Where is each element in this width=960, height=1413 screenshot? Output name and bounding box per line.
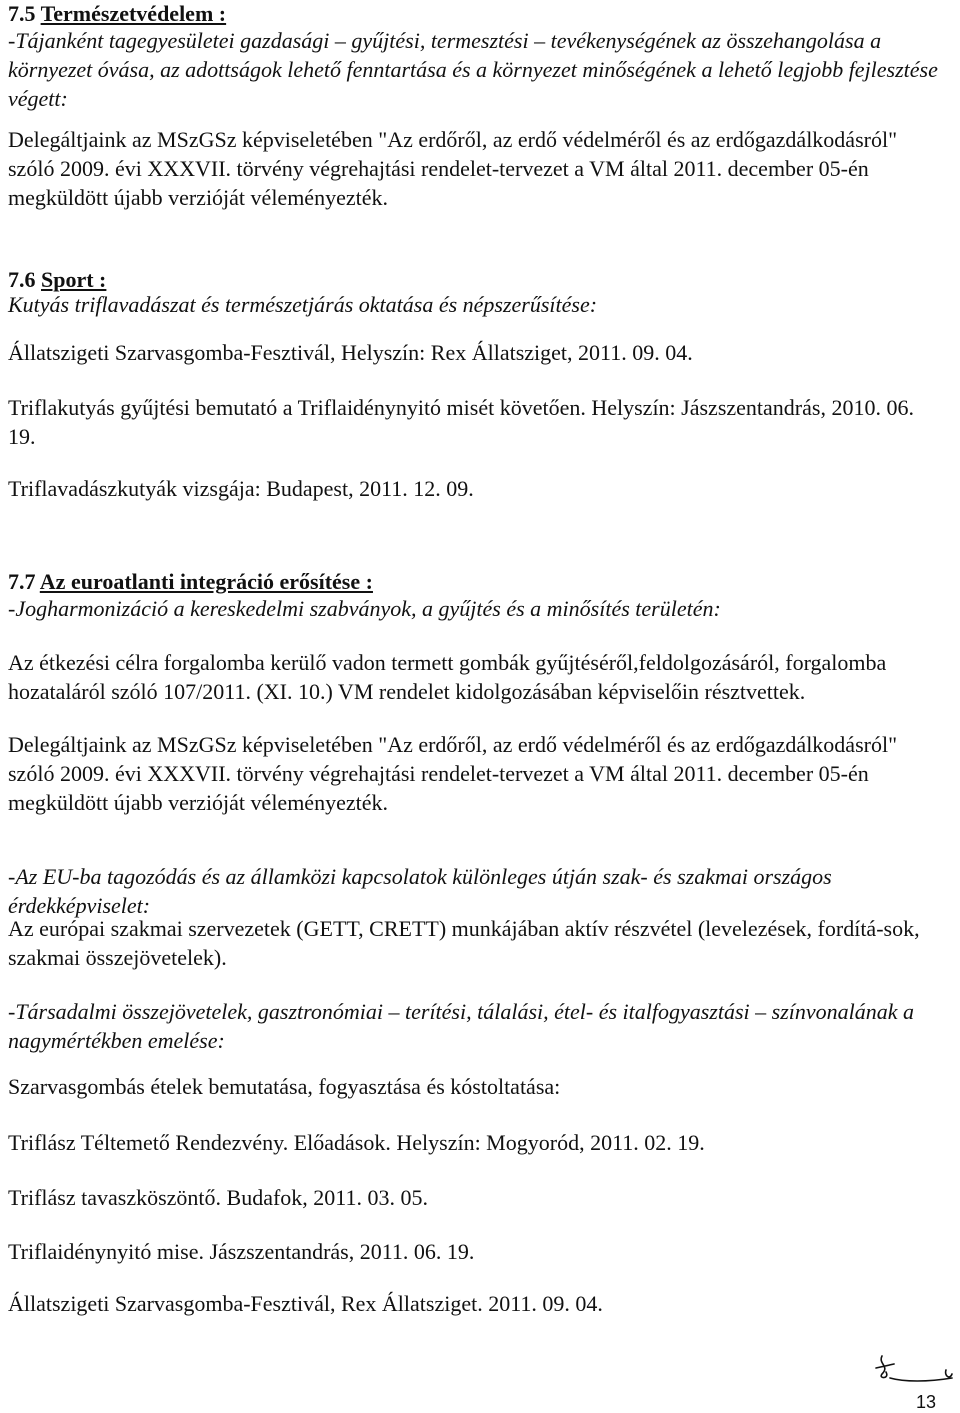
section-7-6-intro: Kutyás triflavadászat és természetjárás oktatása és népszerűsítése: — [8, 292, 598, 317]
section-7-6-number: 7.6 — [8, 267, 36, 292]
section-7-5-paragraph: Delegáltjaink az MSzGSz képviseletében "Az erdőről, az erdő védelméről és az erdőgazdálkodásról" szóló 2009. évi XXXVII. törvény végrehajtási rendelet-tervezet a VM által 2011. december 05-én megküldött újabb verzióját véleményezték. — [8, 127, 898, 210]
eu-intro: -Az EU-ba tagozódás és az államközi kapcsolatok különleges útján szak- és szakmai országos érdekképviselet: — [8, 864, 832, 918]
eu-paragraph: Az európai szakmai szervezetek (GETT, CRETT) munkájában aktív részvétel (levelezések, fordítá-sok, szakmai összejövetelek). — [8, 916, 920, 970]
handwritten-signature — [868, 1352, 954, 1386]
section-7-6-title: Sport : — [41, 267, 107, 292]
list-item: Állatszigeti Szarvasgomba-Fesztivál, Helyszín: Rex Állatsziget, 2011. 09. 04. — [8, 340, 693, 365]
section-7-7-title: Az euroatlanti integráció erősítése : — [39, 569, 373, 594]
social-intro: -Társadalmi összejövetelek, gasztronómiai – terítési, tálalási, étel- és italfogyasztási – színvonalának a nagymértékben emelése: — [8, 999, 915, 1053]
section-7-5-intro: -Tájanként tagegyesületei gazdasági – gyűjtési, termesztési – tevékenységének az összehangolása a környezet óvása, az adottságok lehető fenntartása és a környezet minőségének a lehető legjobb fejlesztése végett: — [8, 28, 938, 111]
list-item: Állatszigeti Szarvasgomba-Fesztivál, Rex Állatsziget. 2011. 09. 04. — [8, 1291, 603, 1316]
section-7-5-heading — [8, 2, 943, 26]
section-7-7-paragraph-1: Az étkezési célra forgalomba kerülő vadon termett gombák gyűjtéséről,feldolgozásáról, forgalomba hozataláról szóló 107/2011. (XI. 10.) VM rendelet kidolgozásában képviselőin résztvettek. — [8, 650, 887, 704]
social-lead: Szarvasgombás ételek bemutatása, fogyasztása és kóstoltatása: — [8, 1074, 561, 1099]
section-7-5-number: 7.5 — [8, 1, 36, 26]
section-7-7-heading — [8, 570, 943, 594]
page-number: 13 — [916, 1392, 937, 1412]
list-item: Triflaidénynyitó mise. Jászszentandrás, 2011. 06. 19. — [8, 1239, 475, 1264]
section-7-7-paragraph-2: Delegáltjaink az MSzGSz képviseletében "Az erdőről, az erdő védelméről és az erdőgazdálkodásról" szóló 2009. évi XXXVII. törvény végrehajtási rendelet-tervezet a VM által 2011. december 05-én megküldött újabb verzióját véleményezték. — [8, 732, 898, 815]
list-item: Triflavadászkutyák vizsgája: Budapest, 2011. 12. 09. — [8, 476, 474, 501]
section-7-7-intro: -Jogharmonizáció a kereskedelmi szabványok, a gyűjtés és a minősítés területén: — [8, 596, 721, 621]
list-item: Triflász tavaszköszöntő. Budafok, 2011. 03. 05. — [8, 1185, 428, 1210]
list-item: Triflakutyás gyűjtési bemutató a Triflaidénynyitó misét követően. Helyszín: Jászszentandrás, 2010. 06. 19. — [8, 395, 914, 449]
list-item: Triflász Téltemető Rendezvény. Előadások. Helyszín: Mogyoród, 2011. 02. 19. — [8, 1130, 705, 1155]
section-7-5-title: Természetvédelem : — [40, 1, 227, 26]
section-7-6-heading — [8, 268, 943, 292]
section-7-7-number: 7.7 — [8, 569, 36, 594]
